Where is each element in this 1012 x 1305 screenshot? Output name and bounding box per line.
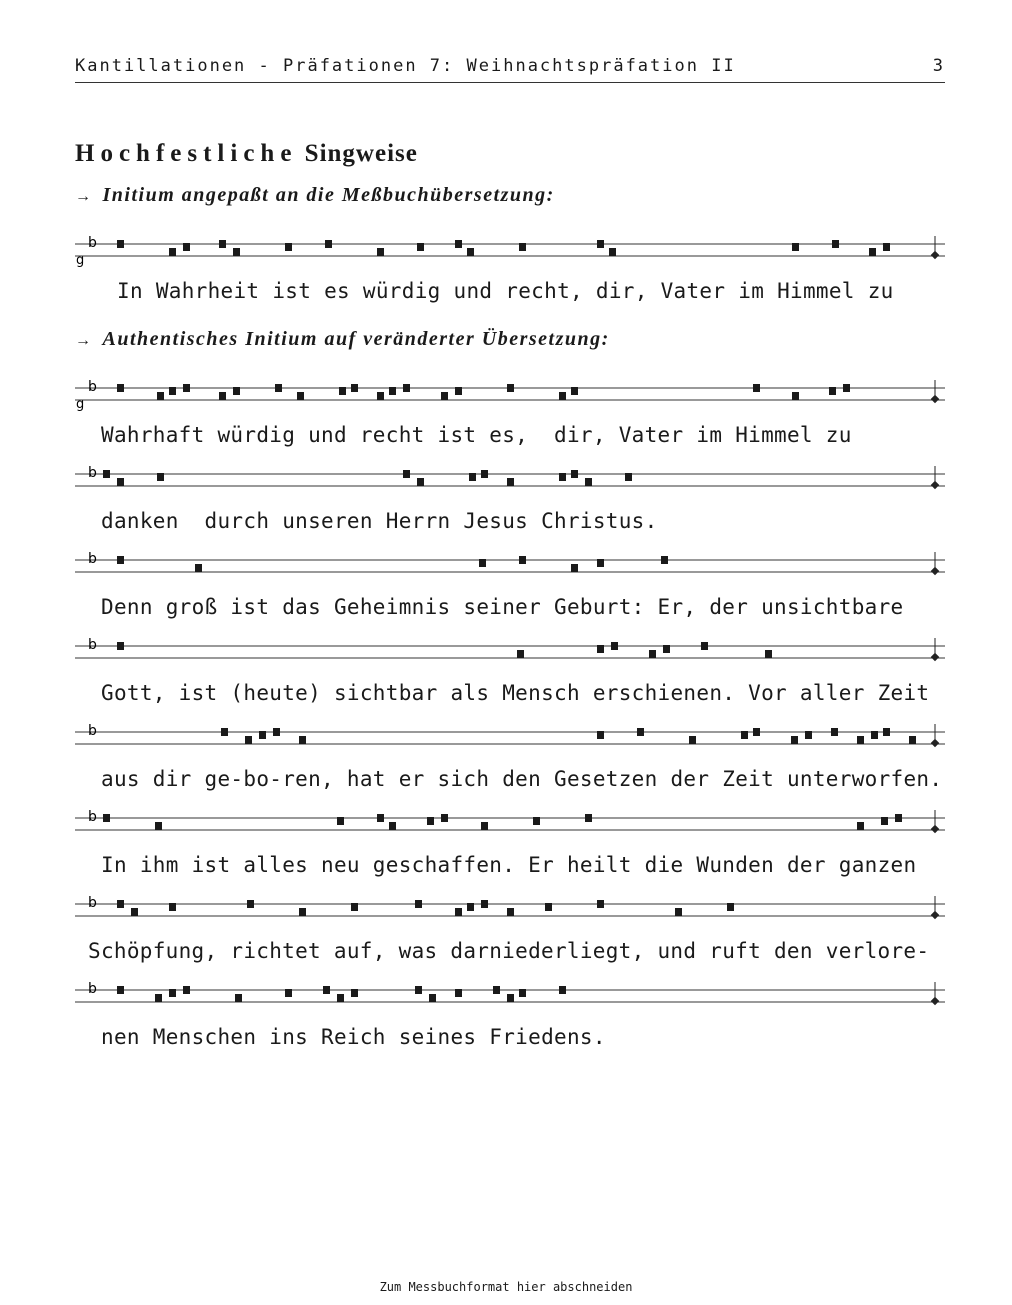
- arrow-icon: →: [75, 188, 93, 205]
- flat-clef: b: [88, 551, 97, 567]
- neumes: [103, 236, 939, 1005]
- punctum-note: [427, 817, 434, 825]
- punctum-note: [519, 556, 526, 564]
- punctum-note: [415, 986, 422, 994]
- punctum-note: [455, 387, 462, 395]
- lyric-line-3: danken durch unseren Herrn Jesus Christus.: [101, 509, 658, 533]
- note-initium-authentic: → Authentisches Initium auf veränderter Übersetzung:: [75, 328, 610, 350]
- punctum-note: [559, 986, 566, 994]
- punctum-note: [609, 248, 616, 256]
- punctum-note: [765, 650, 772, 658]
- punctum-note: [493, 986, 500, 994]
- flat-clef: b: [88, 637, 97, 653]
- punctum-note: [117, 384, 124, 392]
- punctum-note: [689, 736, 696, 744]
- punctum-note: [481, 900, 488, 908]
- punctum-note: [117, 240, 124, 248]
- punctum-note: [481, 822, 488, 830]
- punctum-note: [155, 994, 162, 1002]
- punctum-note: [571, 387, 578, 395]
- staff-lines: [75, 244, 945, 1002]
- punctum-note: [559, 392, 566, 400]
- punctum-note: [753, 384, 760, 392]
- flat-clef: b: [88, 723, 97, 739]
- punctum-note: [323, 986, 330, 994]
- lyric-line-7: In ihm ist alles neu geschaffen. Er heilt die Wunden der ganzen: [101, 853, 917, 877]
- punctum-note: [597, 900, 604, 908]
- punctum-note: [233, 387, 240, 395]
- punctum-note: [377, 248, 384, 256]
- custos-note: [931, 911, 939, 919]
- punctum-note: [871, 731, 878, 739]
- custos-note: [931, 567, 939, 575]
- punctum-note: [831, 728, 838, 736]
- flat-clef: b: [88, 465, 97, 481]
- punctum-note: [195, 564, 202, 572]
- punctum-note: [857, 736, 864, 744]
- punctum-note: [507, 384, 514, 392]
- punctum-note: [701, 642, 708, 650]
- custos-note: [931, 251, 939, 259]
- g-clef: g: [76, 397, 85, 412]
- section-title-spaced: Hochfestliche: [75, 140, 298, 167]
- punctum-note: [247, 900, 254, 908]
- punctum-note: [389, 822, 396, 830]
- punctum-note: [805, 731, 812, 739]
- punctum-note: [183, 384, 190, 392]
- custos-note: [931, 739, 939, 747]
- punctum-note: [275, 384, 282, 392]
- custos-note: [931, 395, 939, 403]
- punctum-note: [157, 392, 164, 400]
- punctum-note: [895, 814, 902, 822]
- punctum-note: [417, 243, 424, 251]
- punctum-note: [661, 556, 668, 564]
- punctum-note: [245, 736, 252, 744]
- lyric-line-8: Schöpfung, richtet auf, was darniederliegt, und ruft den verlore-: [88, 939, 930, 963]
- punctum-note: [455, 908, 462, 916]
- punctum-note: [415, 900, 422, 908]
- punctum-note: [155, 822, 162, 830]
- punctum-note: [429, 994, 436, 1002]
- punctum-note: [881, 817, 888, 825]
- punctum-note: [403, 470, 410, 478]
- header-title: Kantillationen - Präfationen 7: Weihnachtspräfation II: [75, 56, 736, 76]
- punctum-note: [597, 731, 604, 739]
- punctum-note: [285, 989, 292, 997]
- punctum-note: [611, 642, 618, 650]
- punctum-note: [883, 728, 890, 736]
- punctum-note: [219, 240, 226, 248]
- punctum-note: [299, 908, 306, 916]
- punctum-note: [157, 473, 164, 481]
- clefs: [76, 235, 97, 997]
- flat-clef: b: [88, 981, 97, 997]
- flat-clef: b: [88, 895, 97, 911]
- punctum-note: [637, 728, 644, 736]
- custos-note: [931, 481, 939, 489]
- punctum-note: [169, 248, 176, 256]
- punctum-note: [377, 392, 384, 400]
- punctum-note: [325, 240, 332, 248]
- punctum-note: [792, 243, 799, 251]
- lyric-line-5: Gott, ist (heute) sichtbar als Mensch erschienen. Vor aller Zeit: [101, 681, 930, 705]
- punctum-note: [467, 903, 474, 911]
- punctum-note: [285, 243, 292, 251]
- punctum-note: [117, 556, 124, 564]
- punctum-note: [351, 989, 358, 997]
- punctum-note: [169, 387, 176, 395]
- punctum-note: [103, 814, 110, 822]
- punctum-note: [533, 817, 540, 825]
- punctum-note: [545, 903, 552, 911]
- punctum-note: [869, 248, 876, 256]
- punctum-note: [219, 392, 226, 400]
- punctum-note: [131, 908, 138, 916]
- punctum-note: [857, 822, 864, 830]
- punctum-note: [441, 392, 448, 400]
- punctum-note: [649, 650, 656, 658]
- punctum-note: [467, 248, 474, 256]
- arrow-icon: →: [75, 332, 93, 349]
- punctum-note: [169, 903, 176, 911]
- punctum-note: [377, 814, 384, 822]
- punctum-note: [663, 645, 670, 653]
- punctum-note: [297, 392, 304, 400]
- punctum-note: [625, 473, 632, 481]
- g-clef: g: [76, 253, 85, 268]
- lyric-line-9: nen Menschen ins Reich seines Friedens.: [101, 1025, 606, 1049]
- page-number: 3: [932, 56, 943, 76]
- punctum-note: [455, 989, 462, 997]
- lyric-line-2: Wahrhaft würdig und recht ist es, dir, Vater im Himmel zu: [101, 423, 852, 447]
- lyric-line-4: Denn groß ist das Geheimnis seiner Geburt: Er, der unsichtbare: [101, 595, 904, 619]
- punctum-note: [233, 248, 240, 256]
- punctum-note: [753, 728, 760, 736]
- punctum-note: [585, 478, 592, 486]
- punctum-note: [117, 642, 124, 650]
- punctum-note: [103, 470, 110, 478]
- punctum-note: [389, 387, 396, 395]
- punctum-note: [479, 559, 486, 567]
- punctum-note: [169, 989, 176, 997]
- punctum-note: [235, 994, 242, 1002]
- punctum-note: [339, 387, 346, 395]
- punctum-note: [792, 392, 799, 400]
- punctum-note: [741, 731, 748, 739]
- punctum-note: [791, 736, 798, 744]
- punctum-note: [507, 908, 514, 916]
- custos-note: [931, 825, 939, 833]
- punctum-note: [843, 384, 850, 392]
- punctum-note: [417, 478, 424, 486]
- lyric-line-1: In Wahrheit ist es würdig und recht, dir, Vater im Himmel zu: [117, 279, 894, 303]
- punctum-note: [351, 384, 358, 392]
- flat-clef: b: [88, 235, 97, 251]
- punctum-note: [117, 900, 124, 908]
- flat-clef: b: [88, 809, 97, 825]
- punctum-note: [481, 470, 488, 478]
- punctum-note: [597, 559, 604, 567]
- punctum-note: [883, 243, 890, 251]
- punctum-note: [273, 728, 280, 736]
- punctum-note: [832, 240, 839, 248]
- punctum-note: [221, 728, 228, 736]
- punctum-note: [337, 817, 344, 825]
- punctum-note: [337, 994, 344, 1002]
- punctum-note: [455, 240, 462, 248]
- punctum-note: [183, 986, 190, 994]
- punctum-note: [559, 473, 566, 481]
- punctum-note: [441, 814, 448, 822]
- note-initium-adapted: → Initium angepaßt an die Meßbuchübersetzung:: [75, 184, 555, 206]
- punctum-note: [571, 564, 578, 572]
- custos-note: [931, 653, 939, 661]
- flat-clef: b: [88, 379, 97, 395]
- punctum-note: [519, 989, 526, 997]
- punctum-note: [403, 384, 410, 392]
- punctum-note: [517, 650, 524, 658]
- punctum-note: [909, 736, 916, 744]
- punctum-note: [829, 387, 836, 395]
- punctum-note: [585, 814, 592, 822]
- punctum-note: [299, 736, 306, 744]
- footer-cut-note: Zum Messbuchformat hier abschneiden: [379, 1280, 633, 1294]
- punctum-note: [259, 731, 266, 739]
- punctum-note: [507, 994, 514, 1002]
- custos-note: [931, 997, 939, 1005]
- punctum-note: [351, 903, 358, 911]
- punctum-note: [469, 473, 476, 481]
- punctum-note: [675, 908, 682, 916]
- punctum-note: [519, 243, 526, 251]
- punctum-note: [727, 903, 734, 911]
- lyric-line-6: aus dir ge-bo-ren, hat er sich den Gesetzen der Zeit unterworfen.: [101, 767, 943, 791]
- punctum-note: [117, 478, 124, 486]
- punctum-note: [571, 470, 578, 478]
- section-title-rest: Singweise: [304, 140, 418, 167]
- punctum-note: [597, 645, 604, 653]
- punctum-note: [597, 240, 604, 248]
- punctum-note: [183, 243, 190, 251]
- punctum-note: [507, 478, 514, 486]
- punctum-note: [117, 986, 124, 994]
